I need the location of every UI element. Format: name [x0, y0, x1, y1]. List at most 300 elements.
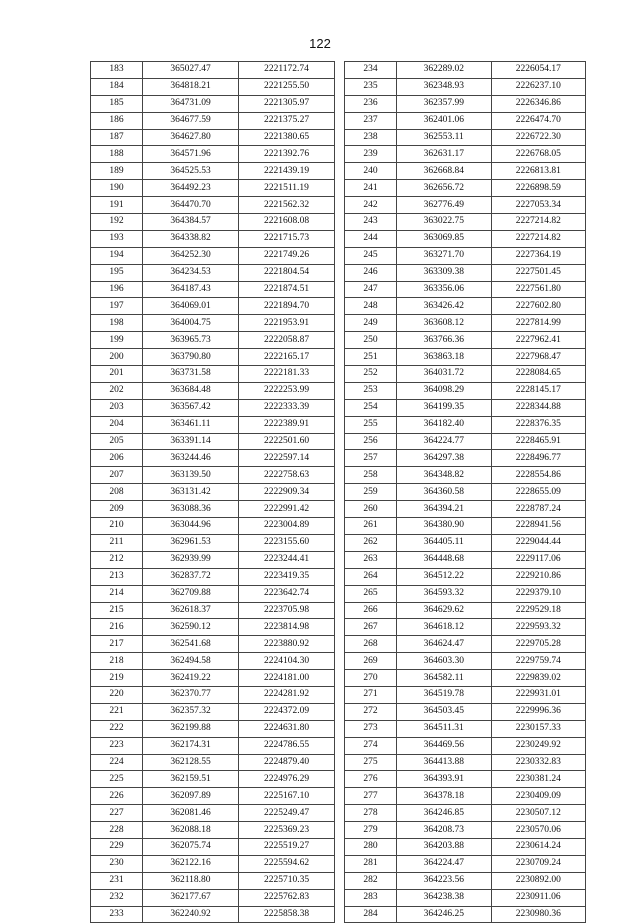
table-row: [91, 855, 335, 872]
y-coordinate-cell: 2229705.28: [491, 636, 586, 653]
x-coordinate-cell: 364252.30: [143, 247, 239, 264]
point-number-cell: 254: [345, 399, 397, 416]
table-row: [345, 163, 586, 180]
table-row: [345, 551, 586, 568]
y-coordinate-cell: 2229529.18: [491, 602, 586, 619]
y-coordinate-cell: 2222501.60: [239, 433, 335, 450]
y-coordinate-cell: 2227364.19: [491, 247, 586, 264]
table-row: [91, 129, 335, 146]
y-coordinate-cell: 2221439.19: [239, 163, 335, 180]
y-coordinate-cell: 2223880.92: [239, 636, 335, 653]
point-number-cell: 212: [91, 551, 143, 568]
x-coordinate-cell: 365027.47: [143, 62, 239, 79]
y-coordinate-cell: 2221608.08: [239, 214, 335, 231]
y-coordinate-cell: 2227814.99: [491, 315, 586, 332]
y-coordinate-cell: 2223244.41: [239, 551, 335, 568]
table-row: [91, 332, 335, 349]
x-coordinate-cell: 364511.31: [397, 720, 492, 737]
point-number-cell: 224: [91, 754, 143, 771]
y-coordinate-cell: 2230249.92: [491, 737, 586, 754]
point-number-cell: 204: [91, 416, 143, 433]
table-row: [91, 433, 335, 450]
point-number-cell: 210: [91, 518, 143, 535]
point-number-cell: 209: [91, 501, 143, 518]
x-coordinate-cell: 362541.68: [143, 636, 239, 653]
table-row: [345, 720, 586, 737]
point-number-cell: 243: [345, 214, 397, 231]
y-coordinate-cell: 2228554.86: [491, 467, 586, 484]
x-coordinate-cell: 363965.73: [143, 332, 239, 349]
y-coordinate-cell: 2229931.01: [491, 686, 586, 703]
table-row: [91, 247, 335, 264]
point-number-cell: 188: [91, 146, 143, 163]
point-number-cell: 215: [91, 602, 143, 619]
point-number-cell: 198: [91, 315, 143, 332]
y-coordinate-cell: 2226768.05: [491, 146, 586, 163]
table-row: [91, 264, 335, 281]
point-number-cell: 251: [345, 349, 397, 366]
table-row: [91, 315, 335, 332]
y-coordinate-cell: 2225519.27: [239, 838, 335, 855]
y-coordinate-cell: 2222253.99: [239, 382, 335, 399]
y-coordinate-cell: 2221172.74: [239, 62, 335, 79]
x-coordinate-cell: 363131.42: [143, 484, 239, 501]
table-row: [345, 872, 586, 889]
point-number-cell: 250: [345, 332, 397, 349]
point-number-cell: 196: [91, 281, 143, 298]
x-coordinate-cell: 364187.43: [143, 281, 239, 298]
x-coordinate-cell: 363391.14: [143, 433, 239, 450]
y-coordinate-cell: 2221749.26: [239, 247, 335, 264]
coordinate-table-left-body: [91, 62, 335, 923]
table-row: [345, 399, 586, 416]
point-number-cell: 259: [345, 484, 397, 501]
x-coordinate-cell: 363139.50: [143, 467, 239, 484]
table-row: [91, 720, 335, 737]
y-coordinate-cell: 2230507.12: [491, 805, 586, 822]
x-coordinate-cell: 364203.88: [397, 838, 492, 855]
y-coordinate-cell: 2227602.80: [491, 298, 586, 315]
point-number-cell: 189: [91, 163, 143, 180]
x-coordinate-cell: 364677.59: [143, 112, 239, 129]
y-coordinate-cell: 2222389.91: [239, 416, 335, 433]
table-row: [91, 230, 335, 247]
table-row: [91, 670, 335, 687]
table-row: [91, 551, 335, 568]
point-number-cell: 233: [91, 906, 143, 923]
point-number-cell: 264: [345, 568, 397, 585]
table-row: [345, 653, 586, 670]
x-coordinate-cell: 363790.80: [143, 349, 239, 366]
y-coordinate-cell: 2225369.23: [239, 822, 335, 839]
point-number-cell: 267: [345, 619, 397, 636]
y-coordinate-cell: 2222333.39: [239, 399, 335, 416]
x-coordinate-cell: 364519.78: [397, 686, 492, 703]
table-row: [91, 686, 335, 703]
x-coordinate-cell: 363044.96: [143, 518, 239, 535]
x-coordinate-cell: 362177.67: [143, 889, 239, 906]
point-number-cell: 214: [91, 585, 143, 602]
table-row: [91, 518, 335, 535]
table-row: [91, 214, 335, 231]
table-row: [91, 872, 335, 889]
x-coordinate-cell: 364384.57: [143, 214, 239, 231]
x-coordinate-cell: 362401.06: [397, 112, 492, 129]
table-row: [91, 62, 335, 79]
table-row: [345, 737, 586, 754]
y-coordinate-cell: 2228145.17: [491, 382, 586, 399]
y-coordinate-cell: 2228344.88: [491, 399, 586, 416]
table-row: [91, 534, 335, 551]
table-row: [345, 855, 586, 872]
table-row: [345, 146, 586, 163]
x-coordinate-cell: 362159.51: [143, 771, 239, 788]
y-coordinate-cell: 2221562.32: [239, 197, 335, 214]
x-coordinate-cell: 364338.82: [143, 230, 239, 247]
point-number-cell: 207: [91, 467, 143, 484]
table-row: [345, 788, 586, 805]
point-number-cell: 184: [91, 78, 143, 95]
y-coordinate-cell: 2229117.06: [491, 551, 586, 568]
point-number-cell: 195: [91, 264, 143, 281]
table-row: [91, 467, 335, 484]
point-number-cell: 229: [91, 838, 143, 855]
point-number-cell: 185: [91, 95, 143, 112]
point-number-cell: 268: [345, 636, 397, 653]
table-row: [91, 585, 335, 602]
point-number-cell: 211: [91, 534, 143, 551]
table-row: [345, 754, 586, 771]
y-coordinate-cell: 2226346.86: [491, 95, 586, 112]
point-number-cell: 191: [91, 197, 143, 214]
x-coordinate-cell: 364031.72: [397, 366, 492, 383]
x-coordinate-cell: 363461.11: [143, 416, 239, 433]
table-row: [91, 95, 335, 112]
point-number-cell: 193: [91, 230, 143, 247]
table-row: [345, 889, 586, 906]
x-coordinate-cell: 363731.58: [143, 366, 239, 383]
x-coordinate-cell: 363309.38: [397, 264, 492, 281]
point-number-cell: 246: [345, 264, 397, 281]
point-number-cell: 226: [91, 788, 143, 805]
x-coordinate-cell: 362668.84: [397, 163, 492, 180]
x-coordinate-cell: 364512.22: [397, 568, 492, 585]
table-row: [345, 332, 586, 349]
y-coordinate-cell: 2224372.09: [239, 703, 335, 720]
x-coordinate-cell: 362370.77: [143, 686, 239, 703]
coordinate-table-left: [90, 61, 335, 923]
y-coordinate-cell: 2227962.41: [491, 332, 586, 349]
table-row: [345, 619, 586, 636]
point-number-cell: 271: [345, 686, 397, 703]
x-coordinate-cell: 364582.11: [397, 670, 492, 687]
x-coordinate-cell: 362939.99: [143, 551, 239, 568]
x-coordinate-cell: 362631.17: [397, 146, 492, 163]
point-number-cell: 235: [345, 78, 397, 95]
y-coordinate-cell: 2225594.62: [239, 855, 335, 872]
y-coordinate-cell: 2223814.98: [239, 619, 335, 636]
x-coordinate-cell: 364224.47: [397, 855, 492, 872]
y-coordinate-cell: 2227053.34: [491, 197, 586, 214]
x-coordinate-cell: 364731.09: [143, 95, 239, 112]
x-coordinate-cell: 362590.12: [143, 619, 239, 636]
point-number-cell: 245: [345, 247, 397, 264]
x-coordinate-cell: 362081.46: [143, 805, 239, 822]
table-row: [345, 484, 586, 501]
point-number-cell: 253: [345, 382, 397, 399]
table-row: [345, 838, 586, 855]
x-coordinate-cell: 362776.49: [397, 197, 492, 214]
y-coordinate-cell: 2224281.92: [239, 686, 335, 703]
table-row: [345, 214, 586, 231]
table-row: [345, 636, 586, 653]
x-coordinate-cell: 362656.72: [397, 180, 492, 197]
point-number-cell: 222: [91, 720, 143, 737]
x-coordinate-cell: 364380.90: [397, 518, 492, 535]
x-coordinate-cell: 364503.45: [397, 703, 492, 720]
point-number-cell: 261: [345, 518, 397, 535]
table-row: [91, 805, 335, 822]
point-number-cell: 260: [345, 501, 397, 518]
y-coordinate-cell: 2230570.06: [491, 822, 586, 839]
y-coordinate-cell: 2227214.82: [491, 230, 586, 247]
point-number-cell: 232: [91, 889, 143, 906]
y-coordinate-cell: 2221392.76: [239, 146, 335, 163]
point-number-cell: 248: [345, 298, 397, 315]
x-coordinate-cell: 363863.18: [397, 349, 492, 366]
y-coordinate-cell: 2228941.56: [491, 518, 586, 535]
table-row: [345, 95, 586, 112]
y-coordinate-cell: 2223004.89: [239, 518, 335, 535]
point-number-cell: 231: [91, 872, 143, 889]
table-row: [345, 349, 586, 366]
y-coordinate-cell: 2228655.09: [491, 484, 586, 501]
table-row: [91, 771, 335, 788]
table-row: [345, 416, 586, 433]
point-number-cell: 208: [91, 484, 143, 501]
y-coordinate-cell: 2224104.30: [239, 653, 335, 670]
table-row: [345, 62, 586, 79]
table-row: [91, 197, 335, 214]
x-coordinate-cell: 362075.74: [143, 838, 239, 855]
table-row: [91, 602, 335, 619]
x-coordinate-cell: 362837.72: [143, 568, 239, 585]
table-row: [345, 822, 586, 839]
x-coordinate-cell: 364378.18: [397, 788, 492, 805]
y-coordinate-cell: 2226722.30: [491, 129, 586, 146]
x-coordinate-cell: 362122.16: [143, 855, 239, 872]
point-number-cell: 206: [91, 450, 143, 467]
x-coordinate-cell: 362199.88: [143, 720, 239, 737]
x-coordinate-cell: 362709.88: [143, 585, 239, 602]
x-coordinate-cell: 362419.22: [143, 670, 239, 687]
x-coordinate-cell: 364469.56: [397, 737, 492, 754]
table-row: [91, 636, 335, 653]
point-number-cell: 202: [91, 382, 143, 399]
table-row: [91, 180, 335, 197]
table-row: [345, 180, 586, 197]
x-coordinate-cell: 362289.02: [397, 62, 492, 79]
point-number-cell: 199: [91, 332, 143, 349]
y-coordinate-cell: 2228376.35: [491, 416, 586, 433]
point-number-cell: 239: [345, 146, 397, 163]
table-row: [91, 416, 335, 433]
y-coordinate-cell: 2229839.02: [491, 670, 586, 687]
point-number-cell: 272: [345, 703, 397, 720]
y-coordinate-cell: 2221894.70: [239, 298, 335, 315]
table-row: [345, 805, 586, 822]
point-number-cell: 242: [345, 197, 397, 214]
x-coordinate-cell: 364348.82: [397, 467, 492, 484]
x-coordinate-cell: 364069.01: [143, 298, 239, 315]
point-number-cell: 183: [91, 62, 143, 79]
y-coordinate-cell: 2230157.33: [491, 720, 586, 737]
x-coordinate-cell: 364525.53: [143, 163, 239, 180]
table-row: [345, 433, 586, 450]
point-number-cell: 265: [345, 585, 397, 602]
point-number-cell: 200: [91, 349, 143, 366]
x-coordinate-cell: 362494.58: [143, 653, 239, 670]
x-coordinate-cell: 364246.25: [397, 906, 492, 923]
y-coordinate-cell: 2229759.74: [491, 653, 586, 670]
x-coordinate-cell: 364238.38: [397, 889, 492, 906]
y-coordinate-cell: 2225167.10: [239, 788, 335, 805]
table-row: [345, 906, 586, 923]
y-coordinate-cell: 2230409.09: [491, 788, 586, 805]
point-number-cell: 279: [345, 822, 397, 839]
point-number-cell: 240: [345, 163, 397, 180]
coordinate-table-right: [344, 61, 586, 923]
x-coordinate-cell: 364603.30: [397, 653, 492, 670]
y-coordinate-cell: 2226813.81: [491, 163, 586, 180]
x-coordinate-cell: 364627.80: [143, 129, 239, 146]
point-number-cell: 270: [345, 670, 397, 687]
table-row: [345, 129, 586, 146]
x-coordinate-cell: 364182.40: [397, 416, 492, 433]
point-number-cell: 190: [91, 180, 143, 197]
point-number-cell: 258: [345, 467, 397, 484]
table-row: [91, 382, 335, 399]
table-row: [345, 315, 586, 332]
y-coordinate-cell: 2225249.47: [239, 805, 335, 822]
x-coordinate-cell: 363022.75: [397, 214, 492, 231]
point-number-cell: 192: [91, 214, 143, 231]
table-row: [345, 467, 586, 484]
x-coordinate-cell: 363069.85: [397, 230, 492, 247]
x-coordinate-cell: 363426.42: [397, 298, 492, 315]
table-row: [91, 737, 335, 754]
point-number-cell: 238: [345, 129, 397, 146]
table-row: [345, 78, 586, 95]
y-coordinate-cell: 2224786.55: [239, 737, 335, 754]
y-coordinate-cell: 2221375.27: [239, 112, 335, 129]
x-coordinate-cell: 364098.29: [397, 382, 492, 399]
point-number-cell: 247: [345, 281, 397, 298]
table-row: [345, 686, 586, 703]
x-coordinate-cell: 363684.48: [143, 382, 239, 399]
table-row: [345, 247, 586, 264]
table-row: [91, 754, 335, 771]
x-coordinate-cell: 364224.77: [397, 433, 492, 450]
table-row: [91, 281, 335, 298]
point-number-cell: 241: [345, 180, 397, 197]
y-coordinate-cell: 2229379.10: [491, 585, 586, 602]
point-number-cell: 244: [345, 230, 397, 247]
x-coordinate-cell: 362553.11: [397, 129, 492, 146]
point-number-cell: 194: [91, 247, 143, 264]
table-row: [91, 619, 335, 636]
point-number-cell: 263: [345, 551, 397, 568]
table-row: [91, 78, 335, 95]
y-coordinate-cell: 2221953.91: [239, 315, 335, 332]
y-coordinate-cell: 2225762.83: [239, 889, 335, 906]
x-coordinate-cell: 364470.70: [143, 197, 239, 214]
x-coordinate-cell: 362357.99: [397, 95, 492, 112]
x-coordinate-cell: 364448.68: [397, 551, 492, 568]
x-coordinate-cell: 362174.31: [143, 737, 239, 754]
y-coordinate-cell: 2222165.17: [239, 349, 335, 366]
point-number-cell: 266: [345, 602, 397, 619]
x-coordinate-cell: 362618.37: [143, 602, 239, 619]
y-coordinate-cell: 2226054.17: [491, 62, 586, 79]
point-number-cell: 201: [91, 366, 143, 383]
y-coordinate-cell: 2223705.98: [239, 602, 335, 619]
y-coordinate-cell: 2229044.44: [491, 534, 586, 551]
y-coordinate-cell: 2224976.29: [239, 771, 335, 788]
table-row: [345, 568, 586, 585]
table-row: [345, 230, 586, 247]
y-coordinate-cell: 2224631.80: [239, 720, 335, 737]
point-number-cell: 252: [345, 366, 397, 383]
y-coordinate-cell: 2228787.24: [491, 501, 586, 518]
x-coordinate-cell: 364360.58: [397, 484, 492, 501]
y-coordinate-cell: 2230332.83: [491, 754, 586, 771]
table-row: [345, 501, 586, 518]
y-coordinate-cell: 2221255.50: [239, 78, 335, 95]
point-number-cell: 249: [345, 315, 397, 332]
y-coordinate-cell: 2227968.47: [491, 349, 586, 366]
y-coordinate-cell: 2223642.74: [239, 585, 335, 602]
point-number-cell: 256: [345, 433, 397, 450]
x-coordinate-cell: 363088.36: [143, 501, 239, 518]
y-coordinate-cell: 2230911.06: [491, 889, 586, 906]
y-coordinate-cell: 2227501.45: [491, 264, 586, 281]
point-number-cell: 225: [91, 771, 143, 788]
table-row: [345, 585, 586, 602]
point-number-cell: 205: [91, 433, 143, 450]
y-coordinate-cell: 2224879.40: [239, 754, 335, 771]
point-number-cell: 228: [91, 822, 143, 839]
table-row: [345, 518, 586, 535]
x-coordinate-cell: 362118.80: [143, 872, 239, 889]
y-coordinate-cell: 2228084.65: [491, 366, 586, 383]
x-coordinate-cell: 364413.88: [397, 754, 492, 771]
y-coordinate-cell: 2230892.00: [491, 872, 586, 889]
x-coordinate-cell: 364208.73: [397, 822, 492, 839]
point-number-cell: 262: [345, 534, 397, 551]
table-row: [345, 298, 586, 315]
point-number-cell: 282: [345, 872, 397, 889]
x-coordinate-cell: 364004.75: [143, 315, 239, 332]
point-number-cell: 187: [91, 129, 143, 146]
y-coordinate-cell: 2221715.73: [239, 230, 335, 247]
y-coordinate-cell: 2221380.65: [239, 129, 335, 146]
y-coordinate-cell: 2221511.19: [239, 180, 335, 197]
y-coordinate-cell: 2222597.14: [239, 450, 335, 467]
y-coordinate-cell: 2222909.34: [239, 484, 335, 501]
x-coordinate-cell: 364223.56: [397, 872, 492, 889]
y-coordinate-cell: 2221874.51: [239, 281, 335, 298]
